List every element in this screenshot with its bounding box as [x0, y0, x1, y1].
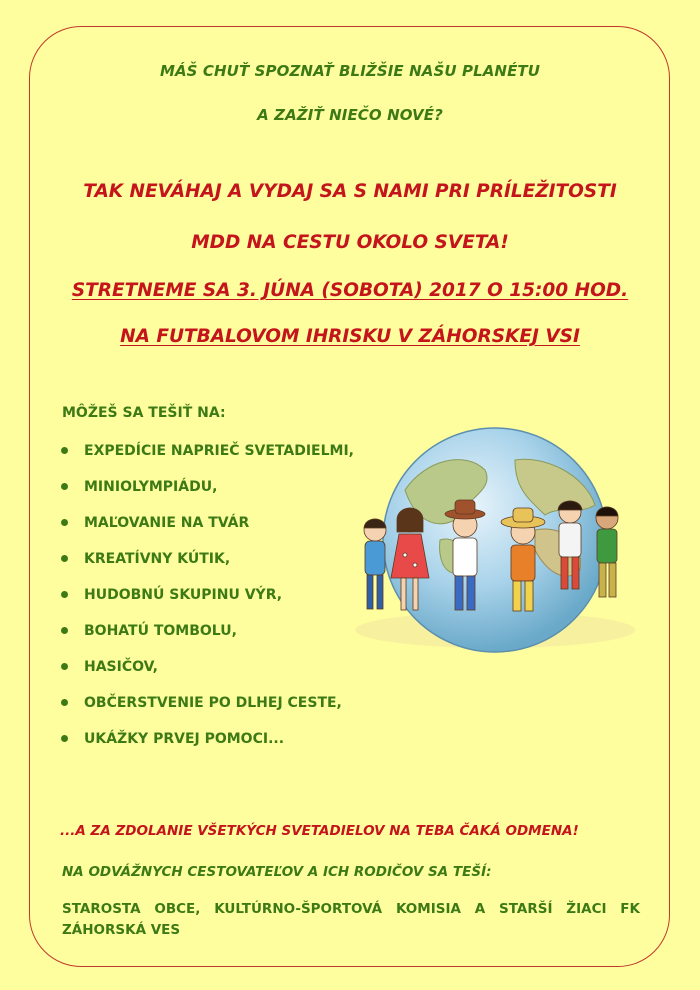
bullet-icon — [61, 591, 68, 598]
organizers-text: STAROSTA OBCE, KULTÚRNO-ŠPORTOVÁ KOMISIA A STARŠÍ ŽIACI FK ZÁHORSKÁ VES — [62, 901, 640, 938]
bullet-icon — [61, 483, 68, 490]
list-item: UKÁŽKY PRVEJ POMOCI... — [58, 729, 354, 765]
list-item: MAĽOVANIE NA TVÁR — [58, 513, 354, 549]
bullet-icon — [61, 627, 68, 634]
event-location: NA FUTBALOVOM IHRISKU V ZÁHORSKEJ VSI — [120, 326, 580, 347]
bullet-icon — [61, 735, 68, 742]
list-item: EXPEDÍCIE NAPRIEČ SVETADIELMI, — [58, 441, 354, 477]
headline-line-2: MDD NA CESTU OKOLO SVETA! — [191, 232, 509, 253]
list-item: HUDOBNÚ SKUPINU VÝR, — [58, 585, 354, 621]
intro-line-2: A ZAŽIŤ NIEČO NOVÉ? — [257, 106, 443, 124]
bullet-icon — [61, 555, 68, 562]
reward-text: ...A ZA ZDOLANIE VŠETKÝCH SVETADIELOV NA TEBA ČAKÁ ODMENA! — [60, 823, 579, 839]
program-list — [58, 441, 354, 765]
headline-line-1: TAK NEVÁHAJ A VYDAJ SA S NAMI PRI PRÍLEŽITOSTI — [83, 181, 617, 202]
list-item: KREATÍVNY KÚTIK, — [58, 549, 354, 585]
list-item: MINIOLYMPIÁDU, — [58, 477, 354, 513]
list-item: HASIČOV, — [58, 657, 354, 693]
organizers-heading: NA ODVÁŽNYCH CESTOVATEĽOV A ICH RODIČOV SA TEŠÍ: — [62, 864, 492, 880]
intro-line-1: MÁŠ CHUŤ SPOZNAŤ BLIŽŠIE NAŠU PLANÉTU — [159, 62, 541, 80]
program-heading: MÔŽEŠ SA TEŠIŤ NA: — [62, 405, 226, 421]
bullet-icon — [61, 447, 68, 454]
list-item: BOHATÚ TOMBOLU, — [58, 621, 354, 657]
bullet-icon — [61, 519, 68, 526]
event-date-time: STRETNEME SA 3. JÚNA (SOBOTA) 2017 O 15:00 HOD. — [71, 280, 629, 301]
list-item: OBČERSTVENIE PO DLHEJ CESTE, — [58, 693, 354, 729]
bullet-icon — [61, 663, 68, 670]
globe-children-illustration — [345, 420, 645, 690]
bullet-icon — [61, 699, 68, 706]
